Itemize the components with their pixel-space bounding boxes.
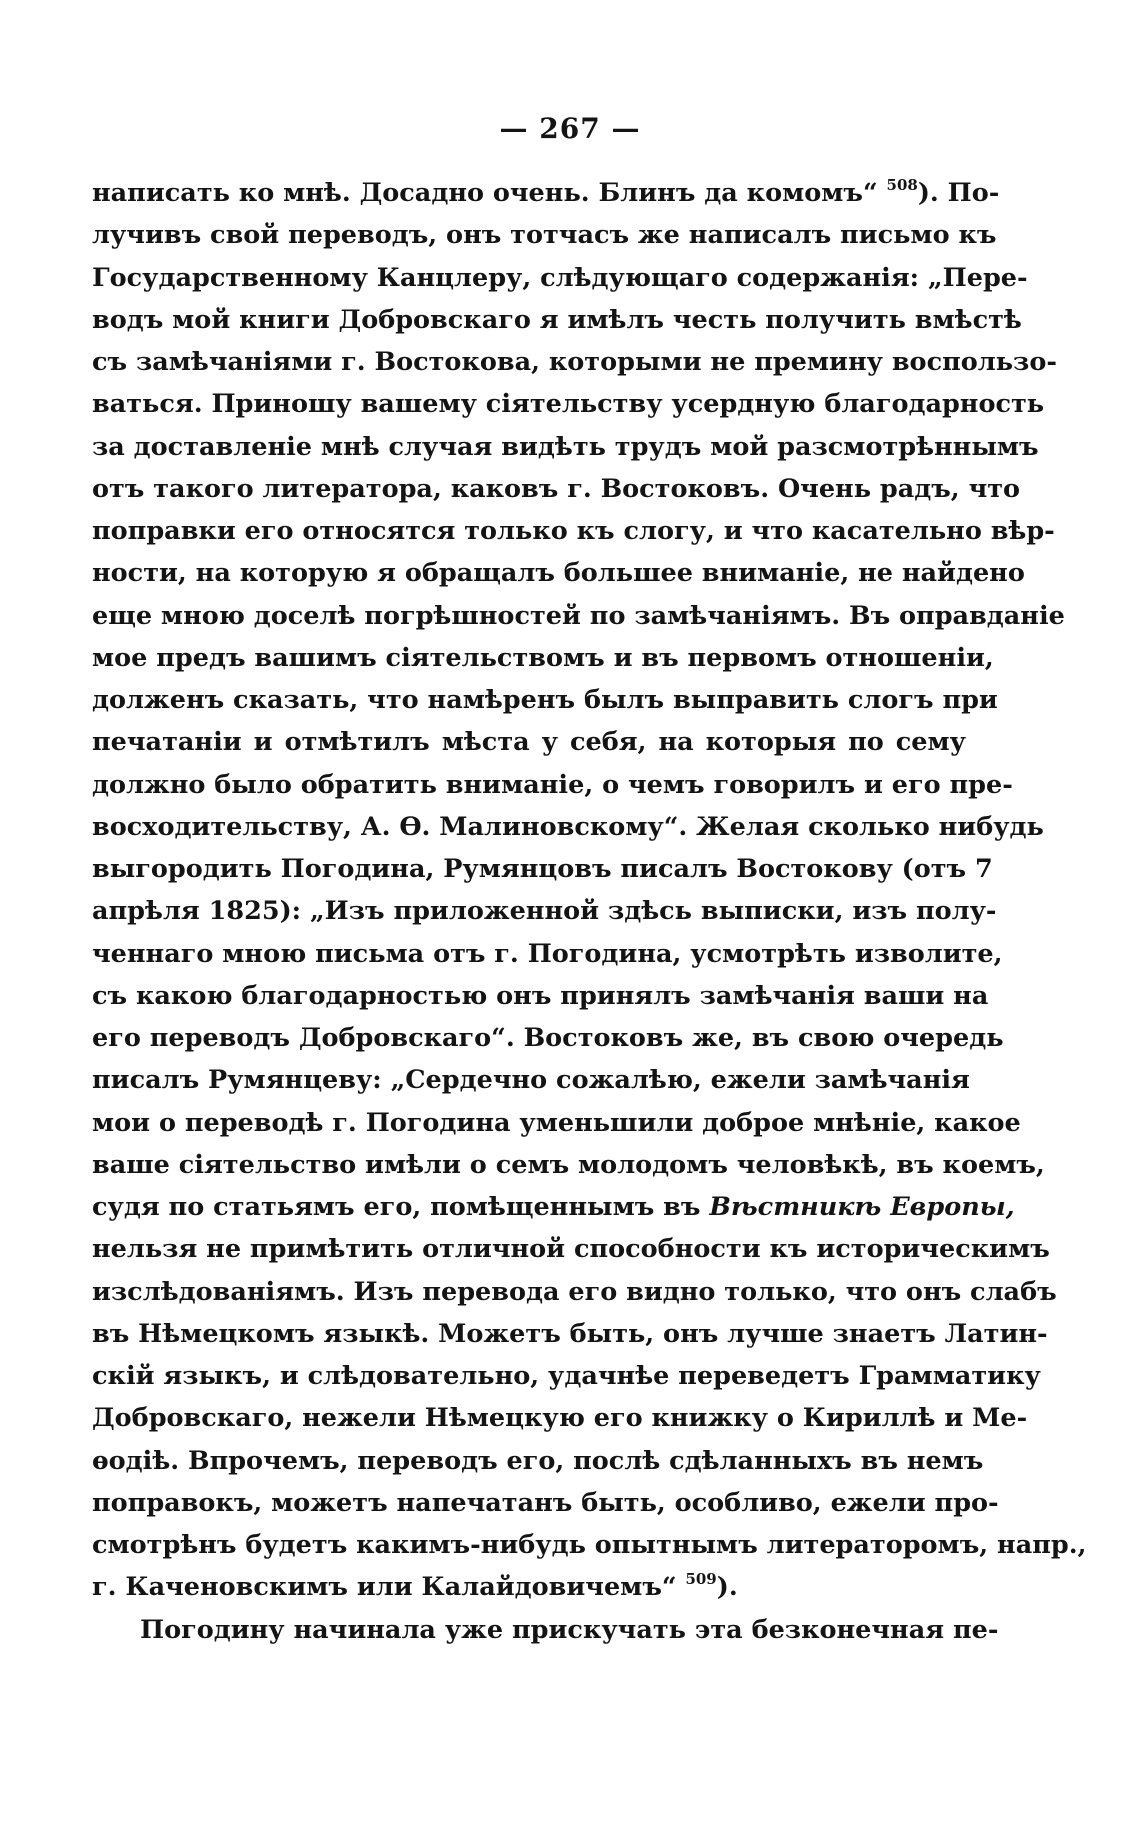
text-line: ѳодіѣ. Впрочемъ, переводъ его, послѣ сдѣланныхъ въ немъ: [92, 1445, 984, 1476]
text-line: ваше сіятельство имѣли о семъ молодомъ человѣкѣ, въ коемъ,: [92, 1149, 1045, 1180]
text-line: скій языкъ, и слѣдовательно, удачнѣе переведетъ Грамматику: [92, 1361, 1041, 1391]
text-line: апрѣля 1825): „Изъ приложенной здѣсь выписки, изъ полу-: [92, 896, 997, 927]
text-line: его переводъ Добровскаго“. Востоковъ же, въ свою очередь: [92, 1023, 1004, 1053]
text-line: поправки его относятся только къ слогу, и что касательно вѣр-: [92, 516, 1055, 546]
text-line: ченнаго мною письма отъ г. Погодина, усмотрѣть изволите,: [92, 938, 1003, 969]
text-line: восходительству, А. Ѳ. Малиновскому“. Желая сколько нибудь: [92, 811, 1044, 842]
text-line: мои о переводѣ г. Погодина уменьшили доброе мнѣніе, какое: [92, 1107, 1021, 1138]
text-line: ности, на которую я обращалъ большее вниманіе, не найдено: [92, 558, 1025, 589]
text-line: г. Каченовскимъ или Калайдовичемъ“ $^{509}$).: [92, 1570, 738, 1603]
text-line: писалъ Румянцеву: „Сердечно сожалѣю, ежели замѣчанія: [92, 1065, 970, 1096]
text-line: отъ такого литератора, каковъ г. Востоковъ. Очень радъ, что: [92, 473, 1021, 504]
body-text: [92, 172, 1087, 1651]
text-line: изслѣдованіямъ. Изъ перевода его видно только, что онъ слабъ: [92, 1276, 1057, 1307]
text-line: должно было обратить вниманіе, о чемъ говорилъ и его пре-: [92, 769, 1013, 800]
text-line: Государственному Канцлеру, слѣдующаго содержанія: „Пере-: [92, 262, 1028, 293]
text-line: судя по статьямъ его, помѣщеннымъ въ Вѣстникѣ Европы,: [92, 1192, 1015, 1222]
text-line: выгородить Погодина, Румянцовъ писалъ Востокову (отъ 7: [92, 854, 993, 884]
text-line: мое предъ вашимъ сіятельствомъ и въ первомъ отношеніи,: [92, 642, 994, 673]
paragraph-start-line: Погодину начинала уже прискучать эта безконечная пе-: [140, 1614, 999, 1645]
text-line: нельзя не примѣтить отличной способности къ историческимъ: [92, 1234, 1050, 1265]
text-line: написать ко мнѣ. Досадно очень. Блинъ да комомъ“ $^{508}$). По-: [92, 176, 1000, 208]
text-line: съ какою благодарностью онъ принялъ замѣчанія ваши на: [92, 980, 989, 1011]
journal-title: Вѣстникѣ Европы,: [709, 1192, 1015, 1222]
text-line: съ замѣчаніями г. Востокова, которыми не премину воспользо-: [92, 347, 1057, 377]
text-line: смотрѣнъ будетъ какимъ-нибудь опытнымъ литераторомъ, напр.,: [92, 1530, 1087, 1560]
text-line: лучивъ свой переводъ, онъ тотчасъ же написалъ письмо къ: [92, 220, 997, 251]
footnote-ref: 509: [685, 1570, 717, 1589]
text-line: долженъ сказать, что намѣренъ былъ выправить слогъ при: [92, 685, 998, 715]
footnote-ref: 508: [886, 176, 918, 194]
text-line: Добровскаго, нежели Нѣмецкую его книжку о Кириллѣ и Ме-: [92, 1403, 1028, 1434]
text-line: въ Нѣмецкомъ языкѣ. Можетъ быть, онъ лучше знаетъ Латин-: [92, 1318, 1048, 1349]
text-line: ваться. Приношу вашему сіятельству усердную благодарность: [92, 389, 1045, 420]
text-line: за доставленіе мнѣ случая видѣть трудъ мой разсмотрѣннымъ: [92, 431, 1039, 462]
text-line: печатаніи и отмѣтилъ мѣста у себя, на которыя по сему: [92, 727, 966, 758]
text-line: еще мною доселѣ погрѣшностей по замѣчаніямъ. Въ оправданіе: [92, 600, 1065, 631]
page-number: — 267 —: [499, 112, 641, 145]
text-line: водъ мой книги Добровскаго я имѣлъ честь получить вмѣстѣ: [92, 304, 1022, 335]
text-line: поправокъ, можетъ напечатанъ быть, особливо, ежели про-: [92, 1487, 999, 1518]
